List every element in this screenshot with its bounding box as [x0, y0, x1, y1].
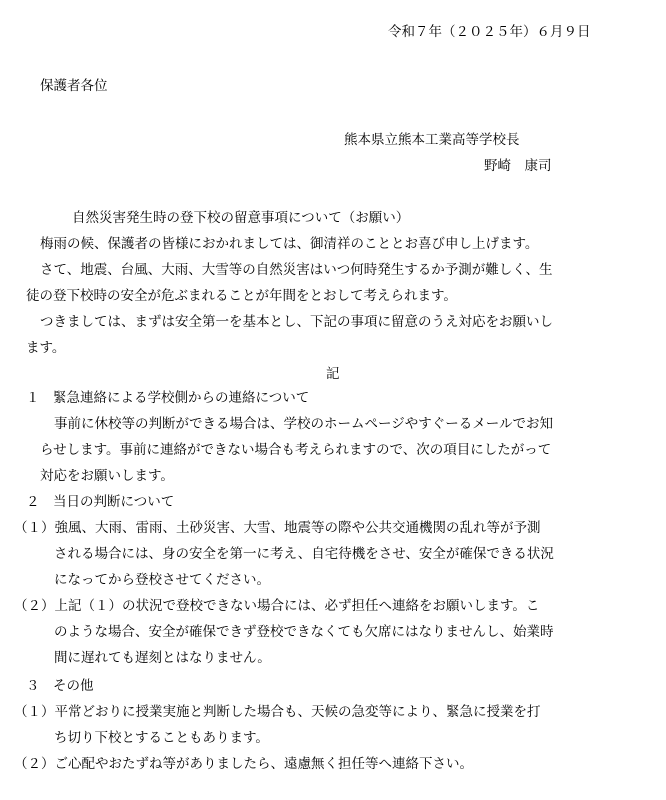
- section-2-item-1: される場合には、身の安全を第一に考え、自宅待機をさせ、安全が確保できる状況: [54, 546, 554, 562]
- section-3-item-1: ち切り下校とすることもあります。: [54, 730, 269, 746]
- section-2-item-2: のような場合、安全が確保できず登校できなくても欠席にはなりませんし、始業時: [54, 624, 554, 640]
- section-1-text: らせします。事前に連絡ができない場合も考えられますので、次の項目にしたがって: [40, 442, 552, 458]
- intro-line: 徒の登下校時の安全が危ぶまれることが年間をとおして考えられます。: [26, 288, 457, 304]
- principal-name: 野崎 康司: [484, 158, 552, 174]
- section-2-item-1: になってから登校させてください。: [54, 572, 270, 588]
- section-3-item-2: （２）ご心配やおたずね等がありましたら、遠慮無く担任等へ連絡下さい。: [14, 756, 473, 772]
- document-date: 令和７年（２０２５年）６月９日: [388, 24, 591, 40]
- section-3-item-1: （１）平常どおりに授業実施と判断した場合も、天候の急変等により、緊急に授業を打: [14, 704, 541, 720]
- section-2-heading: ２ 当日の判断について: [26, 494, 175, 510]
- section-2-item-2: 間に遅れても遅刻とはなりません。: [54, 650, 271, 666]
- section-1-text: 事前に休校等の判断ができる場合は、学校のホームページやすぐーるメールでお知: [54, 416, 553, 432]
- intro-line: さて、地震、台風、大雨、大雪等の自然災害はいつ何時発生するか予測が難しく、生: [40, 262, 553, 278]
- intro-line: つきましては、まずは安全第一を基本とし、下記の事項に留意のうえ対応をお願いし: [40, 314, 553, 330]
- school-name: 熊本県立熊本工業高等学校長: [344, 132, 520, 148]
- ki-heading: 記: [326, 366, 340, 382]
- section-1-heading: １ 緊急連絡による学校側からの連絡について: [26, 390, 310, 406]
- section-2-item-1: （１）強風、大雨、雷雨、土砂災害、大雪、地震等の際や公共交通機関の乱れ等が予測: [14, 520, 541, 536]
- intro-line: 梅雨の候、保護者の皆様におかれましては、御清祥のこととお喜び申し上げます。: [40, 236, 539, 252]
- section-3-heading: ３ その他: [26, 678, 94, 694]
- intro-line: ます。: [26, 340, 66, 356]
- document-title: 自然災害発生時の登下校の留意事項について（お願い）: [72, 210, 410, 226]
- section-1-text: 対応をお願いします。: [40, 468, 174, 484]
- section-2-item-2: （２）上記（１）の状況で登校できない場合には、必ず担任へ連絡をお願いします。こ: [14, 598, 540, 614]
- recipient: 保護者各位: [40, 78, 108, 94]
